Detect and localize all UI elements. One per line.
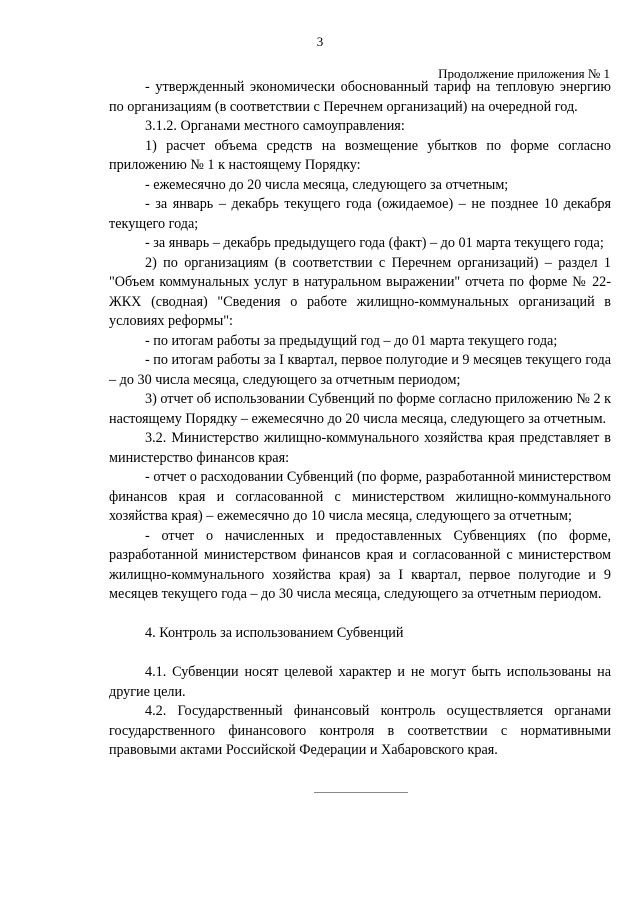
section-heading: 4. Контроль за использованием Субвенций [145,625,404,641]
paragraph: 4.1. Субвенции носят целевой характер и не могут быть использованы на другие цели. [109,664,611,700]
spacer [109,605,611,625]
appendix-continuation-note: Продолжение приложения № 1 [438,66,610,81]
paragraph: - за январь – декабрь текущего года (ожидаемое) – не позднее 10 декабря текущего года; [109,196,611,232]
paragraph: - за январь – декабрь предыдущего года (факт) – до 01 марта текущего года; [145,235,604,251]
paragraph: 2) по организациям (в соответствии с Перечнем организаций) – раздел 1 "Объем коммунальных услуг в натуральном выражении" отчета по форме № 22-ЖКХ (сводная) "Сведения о работе жилищно-коммунальных организаций в условиях реформы": [109,254,611,329]
end-divider-line [314,792,408,793]
paragraph: 3.2. Министерство жилищно-коммунального хозяйства края представляет в министерство финансов края: [109,430,611,466]
paragraph: - по итогам работы за предыдущий год – до 01 марта текущего года; [145,332,558,349]
paragraph: 3) отчет об использовании Субвенций по форме согласно приложению № 2 к настоящему Порядку – ежемесячно до 20 числа месяца, следующего за отчетным. [109,391,611,427]
paragraph: 3.1.2. Органами местного самоуправления: [145,118,405,134]
paragraph: 1) расчет объема средств на возмещение убытков по форме согласно приложению № 1 к настоящему Порядку: [109,137,611,173]
document-body [109,78,611,761]
paragraph: 4.2. Государственный финансовый контроль осуществляется органами государственного финансового контроля в соответствии с нормативными правовыми актами Российской Федерации и Хабаровского края. [109,703,611,758]
spacer [109,644,611,664]
paragraph: - отчет о расходовании Субвенций (по форме, разработанной министерством финансов края и согласованной с министерством жилищно-коммунального хозяйства края) – ежемесячно до 10 числа месяца, следующего за отчетным; [109,469,611,524]
paragraph: - отчет о начисленных и предоставленных Субвенциях (по форме, разработанной министерством финансов края и согласованной с министерством жилищно-коммунального хозяйства края) за I квартал, первое полугодие и 9 месяцев текущего года – до 30 числа месяца, следующего за отчетным периодом. [109,527,611,602]
page-number: 3 [316,34,324,49]
paragraph: - ежемесячно до 20 числа месяца, следующего за отчетным; [145,176,509,193]
paragraph: - по итогам работы за I квартал, первое полугодие и 9 месяцев текущего года – до 30 числа месяца, следующего за отчетным периодом; [109,352,611,388]
paragraph: - утвержденный экономически обоснованный тариф на тепловую энергию по организациям (в соответствии с Перечнем организаций) на очередной год. [109,79,611,115]
